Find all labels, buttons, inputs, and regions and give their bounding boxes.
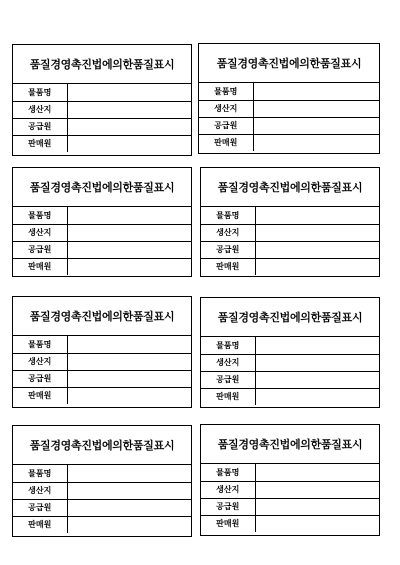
- field-value[interactable]: [253, 134, 379, 151]
- label-table: [13, 336, 191, 404]
- field-key: 판매원: [201, 388, 255, 405]
- field-value[interactable]: [255, 498, 379, 515]
- table-row: [13, 387, 191, 404]
- field-key: 공급원: [201, 371, 255, 388]
- field-key: 판매원: [13, 258, 67, 275]
- field-key: 판매원: [13, 135, 67, 152]
- field-value[interactable]: [67, 258, 191, 275]
- table-row: [201, 464, 379, 481]
- table-row: [13, 258, 191, 275]
- field-key: 판매원: [13, 516, 67, 533]
- quality-label-1: [12, 44, 192, 156]
- table-row: [13, 482, 191, 499]
- field-key: 공급원: [13, 370, 67, 387]
- label-title: 품질경영촉진법에의한품질표시: [201, 168, 379, 207]
- label-title: 품질경영촉진법에의한품질표시: [13, 426, 191, 465]
- field-value[interactable]: [67, 370, 191, 387]
- field-key: 판매원: [199, 134, 253, 151]
- field-value[interactable]: [255, 371, 379, 388]
- quality-label-6: [200, 297, 380, 408]
- table-row: [201, 498, 379, 515]
- field-value[interactable]: [67, 387, 191, 404]
- field-value[interactable]: [255, 388, 379, 405]
- quality-label-3: [12, 167, 192, 277]
- field-key: 판매원: [13, 387, 67, 404]
- field-value[interactable]: [255, 481, 379, 498]
- field-value[interactable]: [67, 482, 191, 499]
- field-key: 공급원: [13, 241, 67, 258]
- field-key: 판매원: [201, 515, 255, 532]
- label-table: [201, 337, 379, 405]
- table-row: [13, 336, 191, 353]
- field-key: 물품명: [13, 465, 67, 482]
- label-table: [13, 465, 191, 533]
- field-key: 생산지: [13, 482, 67, 499]
- field-value[interactable]: [67, 336, 191, 353]
- field-value[interactable]: [67, 135, 191, 152]
- field-value[interactable]: [255, 354, 379, 371]
- field-value[interactable]: [255, 464, 379, 481]
- field-key: 물품명: [13, 84, 67, 101]
- quality-label-4: [200, 167, 380, 277]
- field-key: 판매원: [201, 258, 255, 275]
- field-value[interactable]: [255, 207, 379, 224]
- field-key: 공급원: [201, 498, 255, 515]
- label-table: [199, 83, 379, 151]
- label-table: [201, 464, 379, 532]
- table-row: [201, 371, 379, 388]
- field-value[interactable]: [67, 101, 191, 118]
- table-row: [201, 388, 379, 405]
- field-key: 생산지: [201, 481, 255, 498]
- quality-label-5: [12, 296, 192, 408]
- field-value[interactable]: [255, 241, 379, 258]
- field-value[interactable]: [67, 516, 191, 533]
- table-row: [201, 258, 379, 275]
- table-row: [201, 241, 379, 258]
- quality-label-7: [12, 425, 192, 537]
- table-row: [13, 465, 191, 482]
- field-value[interactable]: [253, 100, 379, 117]
- field-key: 공급원: [201, 241, 255, 258]
- field-key: 물품명: [201, 337, 255, 354]
- label-title: 품질경영촉진법에의한품질표시: [13, 168, 191, 207]
- field-key: 생산지: [199, 100, 253, 117]
- label-title: 품질경영촉진법에의한품질표시: [201, 298, 379, 337]
- field-key: 생산지: [201, 354, 255, 371]
- field-value[interactable]: [253, 117, 379, 134]
- label-title: 품질경영촉진법에의한품질표시: [13, 297, 191, 336]
- table-row: [199, 134, 379, 151]
- table-row: [199, 117, 379, 134]
- field-value[interactable]: [255, 337, 379, 354]
- table-row: [199, 100, 379, 117]
- field-key: 공급원: [199, 117, 253, 134]
- table-row: [201, 337, 379, 354]
- table-row: [13, 118, 191, 135]
- field-key: 생산지: [201, 224, 255, 241]
- field-key: 물품명: [201, 207, 255, 224]
- table-row: [201, 515, 379, 532]
- quality-label-8: [200, 424, 380, 536]
- table-row: [13, 370, 191, 387]
- quality-label-2: [198, 43, 380, 154]
- field-key: 공급원: [13, 499, 67, 516]
- field-value[interactable]: [67, 224, 191, 241]
- table-row: [13, 101, 191, 118]
- table-row: [201, 207, 379, 224]
- field-value[interactable]: [67, 499, 191, 516]
- field-value[interactable]: [253, 83, 379, 100]
- table-row: [13, 224, 191, 241]
- field-key: 물품명: [13, 207, 67, 224]
- field-value[interactable]: [255, 258, 379, 275]
- table-row: [13, 499, 191, 516]
- table-row: [201, 224, 379, 241]
- table-row: [13, 241, 191, 258]
- field-key: 생산지: [13, 101, 67, 118]
- field-key: 생산지: [13, 353, 67, 370]
- label-table: [13, 84, 191, 152]
- label-table: [13, 207, 191, 275]
- table-row: [199, 83, 379, 100]
- field-value[interactable]: [67, 353, 191, 370]
- label-title: 품질경영촉진법에의한품질표시: [201, 425, 379, 464]
- label-title: 품질경영촉진법에의한품질표시: [13, 45, 191, 84]
- table-row: [13, 207, 191, 224]
- field-value[interactable]: [67, 241, 191, 258]
- field-value[interactable]: [67, 118, 191, 135]
- field-value[interactable]: [67, 207, 191, 224]
- field-key: 물품명: [13, 336, 67, 353]
- table-row: [13, 84, 191, 101]
- label-table: [201, 207, 379, 275]
- label-title: 품질경영촉진법에의한품질표시: [199, 44, 379, 83]
- field-key: 물품명: [201, 464, 255, 481]
- table-row: [201, 354, 379, 371]
- field-value[interactable]: [255, 515, 379, 532]
- field-key: 물품명: [199, 83, 253, 100]
- table-row: [13, 516, 191, 533]
- field-value[interactable]: [255, 224, 379, 241]
- field-value[interactable]: [67, 465, 191, 482]
- field-key: 공급원: [13, 118, 67, 135]
- table-row: [13, 353, 191, 370]
- table-row: [13, 135, 191, 152]
- field-key: 생산지: [13, 224, 67, 241]
- field-value[interactable]: [67, 84, 191, 101]
- table-row: [201, 481, 379, 498]
